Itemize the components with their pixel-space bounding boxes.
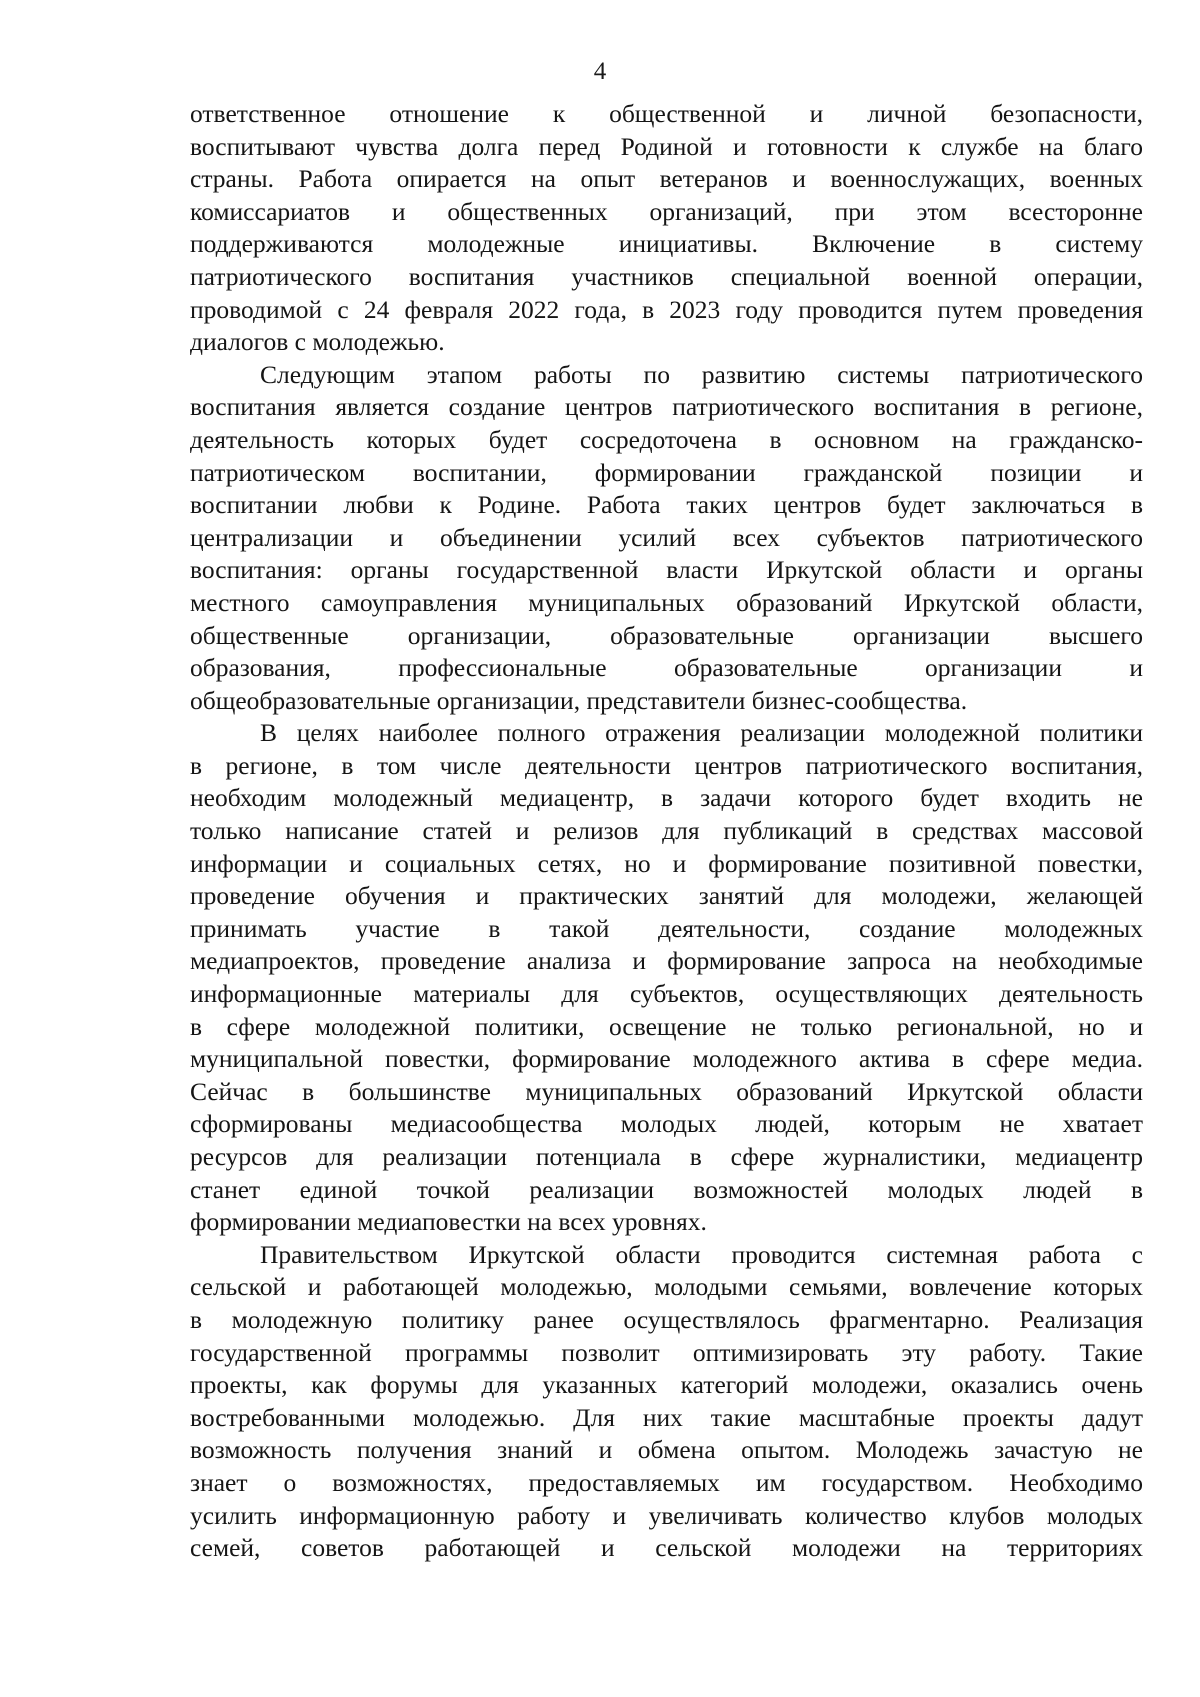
paragraph — [190, 717, 1143, 1239]
text-line: местного самоуправления муниципальных образований Иркутской области, — [190, 587, 1143, 617]
text-line: сельской и работающей молодежью, молодыми семьями, вовлечение которых — [190, 1272, 1143, 1302]
paragraph — [190, 359, 1143, 718]
paragraph — [190, 98, 1143, 359]
text-line: информационные материалы для субъектов, осуществляющих деятельность — [190, 979, 1143, 1009]
text-line: принимать участие в такой деятельности, создание молодежных — [190, 913, 1143, 943]
text-line: формировании медиаповестки на всех уровнях. — [190, 1207, 707, 1237]
text-line: сформированы медиасообщества молодых людей, которым не хватает — [190, 1109, 1143, 1139]
text-line: Правительством Иркутской области проводится системная работа с — [260, 1239, 1143, 1269]
text-line: государственной программы позволит оптимизировать эту работу. Такие — [190, 1337, 1143, 1367]
text-line: ресурсов для реализации потенциала в сфере журналистики, медиацентр — [190, 1142, 1143, 1171]
text-line: патриотического воспитания участников специальной военной операции, — [190, 261, 1143, 291]
text-line: муниципальной повестки, формирование молодежного актива в сфере медиа. — [190, 1044, 1143, 1074]
text-line: необходим молодежный медиацентр, в задачи которого будет входить не — [190, 783, 1143, 813]
text-line: ответственное отношение к общественной и личной безопасности, — [190, 99, 1143, 128]
text-line: комиссариатов и общественных организаций, при этом всесторонне — [190, 196, 1143, 226]
text-line: только написание статей и релизов для публикаций в средствах массовой — [190, 816, 1143, 846]
text-line: страны. Работа опирается на опыт ветеранов и военнослужащих, военных — [190, 164, 1143, 194]
text-line: станет единой точкой реализации возможностей молодых людей в — [190, 1174, 1143, 1204]
text-line: В целях наиболее полного отражения реализации молодежной политики — [260, 718, 1143, 748]
page-number: 4 — [593, 58, 607, 85]
document-body — [190, 98, 1143, 1565]
text-line: патриотическом воспитании, формировании гражданской позиции и — [190, 457, 1143, 487]
text-line: воспитании любви к Родине. Работа таких центров будет заключаться в — [190, 490, 1143, 520]
text-line: Сейчас в большинстве муниципальных образований Иркутской области — [190, 1076, 1143, 1106]
text-line: семей, советов работающей и сельской молодежи на территориях — [190, 1533, 1143, 1563]
text-line: в молодежную политику ранее осуществлялось фрагментарно. Реализация — [190, 1304, 1143, 1334]
text-line: централизации и объединении усилий всех субъектов патриотического — [190, 522, 1143, 552]
text-line: образования, профессиональные образовательные организации и — [190, 653, 1143, 683]
text-line: информации и социальных сетях, но и формирование позитивной повестки, — [190, 848, 1143, 878]
text-line: общеобразовательные организации, представители бизнес-сообщества. — [190, 685, 968, 715]
text-line: деятельность которых будет сосредоточена в основном на гражданско- — [190, 424, 1143, 454]
text-line: диалогов с молодежью. — [190, 327, 445, 357]
text-line: усилить информационную работу и увеличивать количество клубов молодых — [190, 1500, 1143, 1530]
text-line: воспитания: органы государственной власти Иркутской области и органы — [190, 555, 1143, 585]
text-line: в регионе, в том числе деятельности центров патриотического воспитания, — [190, 750, 1143, 780]
text-line: воспитания является создание центров патриотического воспитания в регионе, — [190, 392, 1143, 422]
text-line: востребованными молодежью. Для них такие масштабные проекты дадут — [190, 1402, 1143, 1432]
text-line: медиапроектов, проведение анализа и формирование запроса на необходимые — [190, 946, 1143, 976]
text-line: знает о возможностях, предоставляемых им государством. Необходимо — [190, 1467, 1143, 1497]
text-line: проводимой с 24 февраля 2022 года, в 2023 году проводится путем проведения — [190, 294, 1143, 324]
text-line: общественные организации, образовательные организации высшего — [190, 620, 1143, 650]
text-line: воспитывают чувства долга перед Родиной и готовности к службе на благо — [190, 131, 1143, 161]
text-line: проекты, как форумы для указанных категорий молодежи, оказались очень — [190, 1370, 1143, 1400]
text-line: в сфере молодежной политики, освещение не только региональной, но и — [190, 1011, 1143, 1041]
text-line: возможность получения знаний и обмена опытом. Молодежь зачастую не — [190, 1435, 1143, 1465]
text-line: поддерживаются молодежные инициативы. Включение в систему — [190, 229, 1143, 259]
text-line: Следующим этапом работы по развитию системы патриотического — [260, 359, 1143, 389]
text-line: проведение обучения и практических занятий для молодежи, желающей — [190, 881, 1143, 911]
paragraph — [190, 1239, 1143, 1565]
